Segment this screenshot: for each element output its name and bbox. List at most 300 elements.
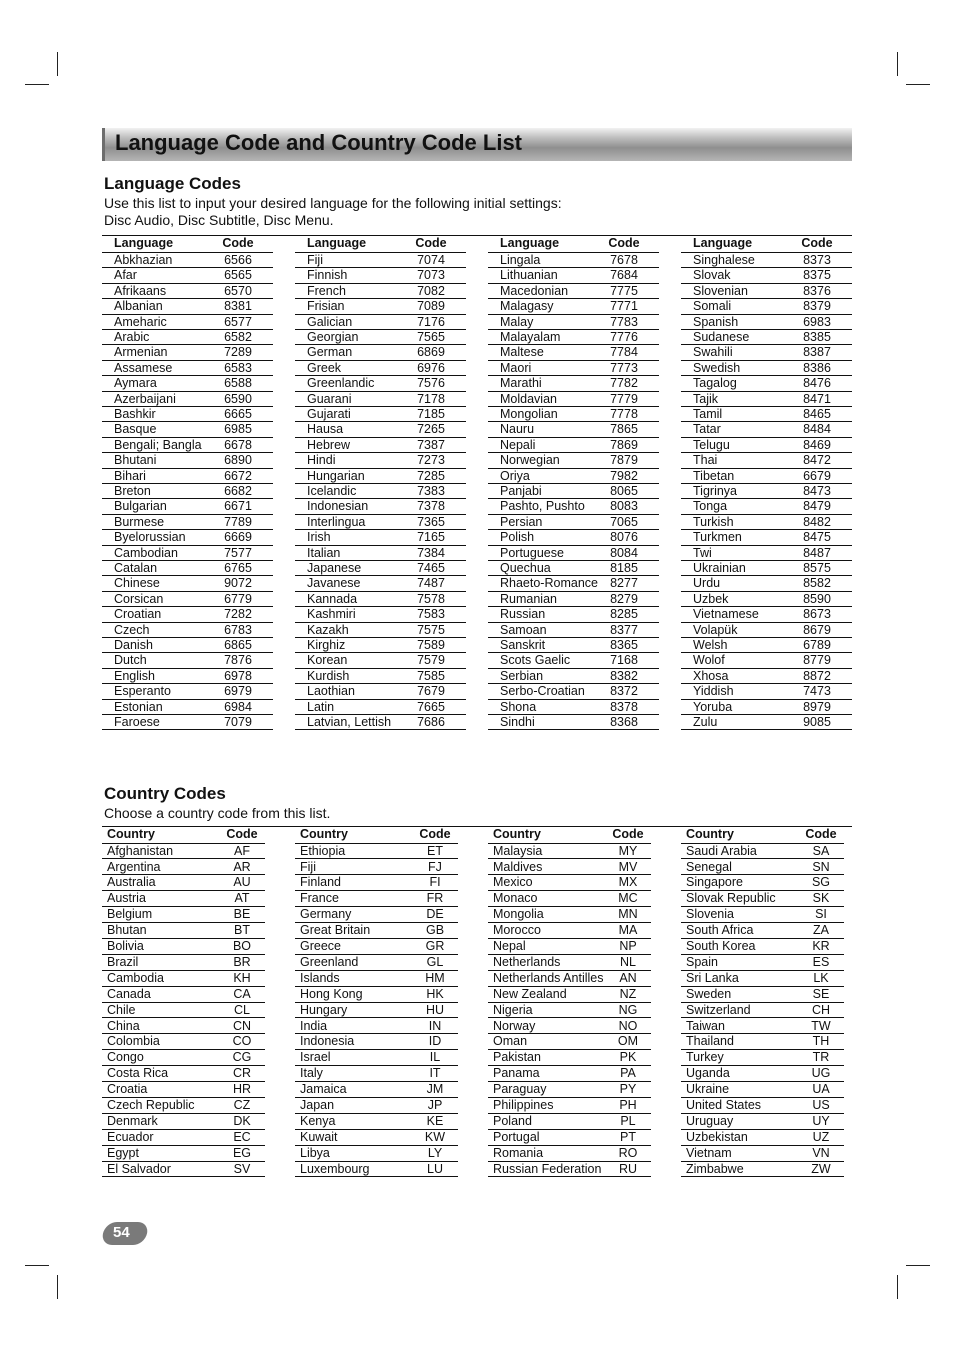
- language-name: Slovenian: [693, 283, 748, 298]
- language-name: Nepali: [500, 437, 536, 452]
- language-code: 8279: [610, 591, 638, 606]
- column-header-code: Code: [222, 236, 254, 250]
- table-row: [488, 407, 659, 422]
- table-row: [295, 268, 466, 283]
- country-name: Canada: [107, 986, 151, 1001]
- language-code: 7285: [417, 468, 445, 483]
- language-code: 7185: [417, 407, 445, 421]
- table-row: [295, 923, 458, 939]
- country-name: Colombia: [107, 1034, 160, 1049]
- table-row: [488, 860, 651, 876]
- table-row: [681, 971, 844, 987]
- table-row: [488, 253, 659, 268]
- country-name: Bolivia: [107, 939, 144, 953]
- country-code: PT: [620, 1129, 636, 1144]
- table-row: [295, 284, 466, 299]
- language-code: 7079: [224, 715, 252, 729]
- country-name: Pakistan: [493, 1050, 541, 1065]
- table-row: [102, 1098, 265, 1114]
- country-name: Morocco: [493, 923, 541, 938]
- table-row: [681, 891, 844, 907]
- country-code: CA: [233, 986, 251, 1001]
- country-name: Spain: [686, 954, 718, 969]
- column-header-code: Code: [415, 236, 447, 250]
- country-name: Monaco: [493, 891, 538, 906]
- language-code: 8083: [610, 499, 638, 514]
- language-name: Slovak: [693, 268, 731, 283]
- country-name: Italy: [300, 1066, 323, 1081]
- language-code: 8365: [610, 638, 638, 652]
- country-code: MC: [618, 891, 638, 906]
- table-row: [102, 422, 273, 437]
- table-row: [488, 1050, 651, 1066]
- country-code: AF: [234, 843, 250, 858]
- table-row: [488, 700, 659, 715]
- country-code: OM: [617, 1034, 639, 1049]
- language-code: 7073: [417, 268, 445, 283]
- country-name: Mexico: [493, 875, 533, 890]
- table-row: [681, 1003, 844, 1019]
- language-code: 8484: [803, 422, 831, 437]
- language-code: 7778: [610, 407, 638, 421]
- language-code: 6672: [224, 468, 252, 483]
- country-name: Austria: [107, 891, 146, 906]
- language-code: 7082: [417, 283, 445, 298]
- language-name: Nauru: [500, 422, 535, 437]
- language-name: Yiddish: [693, 684, 734, 699]
- language-name: Malayalam: [500, 330, 561, 344]
- country-code: CO: [232, 1034, 252, 1049]
- country-name: Slovak Republic: [686, 891, 776, 906]
- table-row: [295, 623, 466, 638]
- table-row: [295, 407, 466, 422]
- table-row: [102, 392, 273, 407]
- country-name: Turkey: [686, 1050, 724, 1065]
- language-name: Javanese: [307, 576, 361, 591]
- table-row: [295, 875, 458, 891]
- column-header-name: Country: [107, 827, 155, 841]
- language-code: 8381: [224, 299, 252, 314]
- table-row: [102, 684, 273, 699]
- crop-mark: [25, 84, 49, 85]
- table-row: [295, 330, 466, 345]
- language-name: Rhaeto-Romance: [500, 576, 598, 591]
- language-name: Kirghiz: [307, 638, 346, 652]
- table-row: [488, 515, 659, 530]
- language-name: Hungarian: [307, 468, 365, 483]
- country-code: FJ: [428, 859, 442, 874]
- language-name: Georgian: [307, 330, 359, 344]
- language-name: Greek: [307, 360, 342, 375]
- country-name: United States: [686, 1098, 762, 1112]
- language-code: 7579: [417, 653, 445, 668]
- table-row: [102, 923, 265, 939]
- column-header-name: Language: [307, 236, 367, 250]
- country-name: Belgium: [107, 907, 153, 922]
- language-name: Catalan: [114, 561, 158, 575]
- language-name: Byelorussian: [114, 530, 186, 545]
- country-name: Panama: [493, 1066, 540, 1081]
- language-code: 8382: [610, 668, 638, 683]
- language-name: Pashto, Pushto: [500, 499, 585, 514]
- table-row: [295, 1114, 458, 1130]
- country-code: LK: [813, 970, 829, 985]
- language-name: Albanian: [114, 299, 163, 314]
- country-code: MV: [618, 859, 638, 874]
- table-row: [295, 955, 458, 971]
- table-row: [681, 684, 852, 699]
- language-code: 8386: [803, 360, 831, 375]
- country-code: MN: [618, 907, 638, 922]
- table-row: [102, 638, 273, 653]
- language-name: Urdu: [693, 576, 721, 591]
- country-code: BR: [233, 954, 251, 969]
- country-code: ID: [428, 1034, 442, 1049]
- table-row: [681, 638, 852, 653]
- country-code: GL: [426, 954, 444, 969]
- language-name: Xhosa: [693, 668, 729, 683]
- language-code: 7686: [417, 715, 445, 729]
- language-code: 8779: [803, 653, 831, 668]
- country-name: Kenya: [300, 1113, 336, 1128]
- language-name: Bengali; Bangla: [114, 437, 202, 452]
- language-code: 8076: [610, 530, 638, 545]
- language-code: 7576: [417, 376, 445, 391]
- country-name: France: [300, 891, 339, 906]
- country-code: UG: [811, 1066, 831, 1081]
- table-row: [681, 1162, 844, 1178]
- table-row: [102, 607, 273, 622]
- column-header-name: Language: [114, 236, 174, 250]
- language-name: Marathi: [500, 376, 542, 391]
- table-row: [295, 987, 458, 1003]
- country-code: CN: [232, 1018, 252, 1033]
- country-name: Poland: [493, 1113, 532, 1128]
- language-code: 8472: [803, 453, 831, 468]
- language-table-header: [488, 236, 659, 253]
- table-row: [102, 576, 273, 591]
- language-code: 6671: [224, 499, 252, 514]
- country-code: AN: [619, 970, 637, 985]
- table-row: [295, 253, 466, 268]
- language-code: 7378: [417, 499, 445, 514]
- language-code: 8575: [803, 561, 831, 575]
- language-table-header: [295, 236, 466, 253]
- country-name: Germany: [300, 907, 352, 922]
- table-row: [488, 607, 659, 622]
- language-name: Serbo-Croatian: [500, 684, 585, 699]
- country-name: Russian Federation: [493, 1161, 602, 1176]
- language-code: 7365: [417, 514, 445, 529]
- crop-mark: [57, 52, 58, 76]
- table-row: [488, 1130, 651, 1146]
- table-row: [681, 1050, 844, 1066]
- table-row: [488, 268, 659, 283]
- table-row: [102, 669, 273, 684]
- language-code: 7383: [417, 484, 445, 498]
- language-name: Bulgarian: [114, 499, 167, 514]
- language-code: 7465: [417, 561, 445, 575]
- table-row: [681, 407, 852, 422]
- country-code: PA: [620, 1066, 636, 1081]
- table-row: [102, 345, 273, 360]
- country-code: MY: [618, 843, 638, 858]
- country-code: CG: [232, 1050, 252, 1065]
- table-row: [102, 1003, 265, 1019]
- table-row: [102, 1082, 265, 1098]
- crop-mark: [25, 1265, 49, 1266]
- language-code: 7982: [610, 468, 638, 483]
- language-code: 7876: [224, 653, 252, 668]
- language-code: 7168: [610, 653, 638, 668]
- language-code: 7176: [417, 314, 445, 329]
- language-codes-heading: Language Codes: [104, 174, 241, 193]
- language-name: Macedonian: [500, 283, 569, 298]
- country-code: CH: [811, 1002, 831, 1017]
- table-row: [102, 407, 273, 422]
- language-name: Latin: [307, 699, 335, 714]
- country-name: Paraguay: [493, 1082, 547, 1097]
- language-name: Rumanian: [500, 591, 557, 606]
- country-name: Argentina: [107, 859, 161, 874]
- language-code: 7265: [417, 422, 445, 437]
- language-code: 7165: [417, 530, 445, 545]
- column-header-name: Country: [493, 827, 541, 841]
- country-code: UY: [812, 1113, 830, 1128]
- language-name: Irish: [307, 530, 331, 545]
- language-code: 6978: [224, 668, 252, 683]
- language-name: Azerbaijani: [114, 391, 176, 406]
- language-code: 7783: [610, 314, 638, 329]
- table-row: [102, 860, 265, 876]
- language-name: Burmese: [114, 514, 165, 529]
- language-name: Wolof: [693, 653, 725, 668]
- table-row: [102, 907, 265, 923]
- language-name: Turkish: [693, 514, 734, 529]
- language-code: 6983: [803, 314, 831, 329]
- country-name: Oman: [493, 1034, 528, 1049]
- column-header-name: Country: [300, 827, 348, 841]
- language-code: 8482: [803, 514, 831, 529]
- table-row: [681, 1066, 844, 1082]
- language-code: 8065: [610, 484, 638, 498]
- country-code: RU: [618, 1161, 638, 1176]
- table-row: [488, 546, 659, 561]
- table-row: [488, 669, 659, 684]
- country-name: Kuwait: [300, 1129, 338, 1144]
- country-code: ES: [812, 954, 830, 969]
- language-name: Italian: [307, 545, 341, 560]
- table-row: [295, 315, 466, 330]
- language-name: Czech: [114, 622, 150, 637]
- table-row: [681, 284, 852, 299]
- country-code: AT: [234, 891, 250, 906]
- language-code: 7678: [610, 253, 638, 267]
- language-code: 7289: [224, 345, 252, 360]
- column-header-name: Language: [693, 236, 753, 250]
- table-row: [681, 669, 852, 684]
- country-name: Fiji: [300, 859, 316, 874]
- language-code: 7578: [417, 591, 445, 606]
- table-row: [681, 484, 852, 499]
- language-name: Turkmen: [693, 530, 742, 545]
- country-code: RO: [618, 1145, 638, 1160]
- country-code: IN: [428, 1018, 442, 1033]
- table-row: [488, 923, 651, 939]
- language-name: Vietnamese: [693, 607, 759, 622]
- country-code: MA: [618, 923, 638, 938]
- country-code: KW: [424, 1129, 446, 1144]
- country-code: NP: [619, 939, 637, 953]
- country-name: Congo: [107, 1050, 144, 1065]
- country-name: Croatia: [107, 1082, 148, 1097]
- language-code: 7273: [417, 453, 445, 468]
- country-name: Luxembourg: [300, 1161, 370, 1176]
- country-name: Egypt: [107, 1145, 139, 1160]
- table-row: [295, 1162, 458, 1178]
- language-name: Hebrew: [307, 437, 351, 452]
- country-name: Cambodia: [107, 970, 164, 985]
- country-name: Singapore: [686, 875, 743, 890]
- country-code: GB: [425, 923, 445, 938]
- table-row: [102, 515, 273, 530]
- table-row: [295, 438, 466, 453]
- language-code: 9085: [803, 715, 831, 729]
- language-name: Quechua: [500, 561, 551, 575]
- country-name: Nigeria: [493, 1002, 533, 1017]
- table-row: [102, 453, 273, 468]
- language-name: Croatian: [114, 607, 162, 622]
- table-row: [102, 715, 273, 730]
- table-row: [488, 530, 659, 545]
- language-code: 6566: [224, 253, 252, 267]
- country-name: New Zealand: [493, 986, 567, 1001]
- table-row: [681, 253, 852, 268]
- country-code: FI: [429, 875, 441, 890]
- country-name: Maldives: [493, 859, 543, 874]
- country-name: Slovenia: [686, 907, 734, 922]
- country-code: JP: [427, 1098, 443, 1112]
- language-code: 6582: [224, 330, 252, 344]
- table-row: [295, 907, 458, 923]
- column-header-code: Code: [226, 827, 258, 841]
- language-name: Guarani: [307, 391, 352, 406]
- country-code: SA: [812, 843, 830, 858]
- language-code: 7583: [417, 607, 445, 622]
- table-row: [488, 907, 651, 923]
- language-name: Assamese: [114, 360, 173, 375]
- language-name: Basque: [114, 422, 157, 437]
- country-code: US: [812, 1098, 830, 1112]
- language-code: 7879: [610, 453, 638, 468]
- table-row: [488, 469, 659, 484]
- language-name: French: [307, 283, 346, 298]
- country-code: UA: [812, 1082, 830, 1097]
- language-name: Swedish: [693, 360, 741, 375]
- table-row: [681, 299, 852, 314]
- column-header-code: Code: [608, 236, 640, 250]
- table-row: [295, 715, 466, 730]
- language-name: Bihari: [114, 468, 146, 483]
- table-row: [295, 469, 466, 484]
- table-row: [295, 422, 466, 437]
- language-code: 6565: [224, 268, 252, 283]
- table-row: [295, 530, 466, 545]
- language-name: Afar: [114, 268, 137, 283]
- table-row: [681, 499, 852, 514]
- language-name: Dutch: [114, 653, 147, 668]
- country-code: EG: [232, 1145, 252, 1160]
- table-row: [102, 499, 273, 514]
- language-code: 6985: [224, 422, 252, 437]
- country-code: CZ: [233, 1098, 251, 1112]
- table-row: [681, 1146, 844, 1162]
- column-header-name: Country: [686, 827, 734, 841]
- table-row: [681, 1098, 844, 1114]
- language-code: 6789: [803, 638, 831, 652]
- language-code: 6665: [224, 407, 252, 421]
- language-name: Serbian: [500, 668, 544, 683]
- country-name: South Korea: [686, 939, 756, 953]
- table-row: [681, 623, 852, 638]
- language-code: 8872: [803, 668, 831, 683]
- language-code: 7684: [610, 268, 638, 283]
- country-code: LY: [427, 1145, 443, 1160]
- country-name: Czech Republic: [107, 1098, 195, 1112]
- country-code: SI: [815, 907, 827, 922]
- language-name: Latvian, Lettish: [307, 715, 392, 729]
- language-codes-description-2: Disc Audio, Disc Subtitle, Disc Menu.: [104, 212, 334, 228]
- table-row: [295, 860, 458, 876]
- country-code: NG: [618, 1002, 638, 1017]
- language-code: 8368: [610, 715, 638, 729]
- table-row: [681, 939, 844, 955]
- country-code: ZA: [813, 923, 829, 938]
- table-row: [295, 592, 466, 607]
- country-name: Costa Rica: [107, 1066, 169, 1081]
- country-name: Australia: [107, 875, 156, 890]
- language-code: 7665: [417, 699, 445, 714]
- language-name: Volapük: [693, 622, 738, 637]
- language-code: 6682: [224, 484, 252, 498]
- language-code: 8379: [803, 299, 831, 314]
- table-row: [102, 1130, 265, 1146]
- language-code: 8373: [803, 253, 831, 267]
- table-row: [102, 939, 265, 955]
- language-name: Sindhi: [500, 715, 535, 729]
- title-banner: [102, 128, 852, 161]
- language-code: 7384: [417, 545, 445, 560]
- column-header-code: Code: [805, 827, 837, 841]
- country-name: Zimbabwe: [686, 1161, 744, 1176]
- country-name: Ukraine: [686, 1082, 730, 1097]
- language-code: 7178: [417, 391, 445, 406]
- table-row: [488, 453, 659, 468]
- table-row: [102, 268, 273, 283]
- table-row: [681, 987, 844, 1003]
- table-row: [488, 1162, 651, 1178]
- table-row: [102, 623, 273, 638]
- table-row: [102, 971, 265, 987]
- language-name: Frisian: [307, 299, 345, 314]
- language-name: Fiji: [307, 253, 323, 267]
- country-table-header: [295, 827, 458, 844]
- table-row: [295, 392, 466, 407]
- country-code: ZW: [811, 1161, 831, 1176]
- language-code: 8469: [803, 437, 831, 452]
- country-code: HU: [425, 1002, 445, 1017]
- language-code: 6590: [224, 391, 252, 406]
